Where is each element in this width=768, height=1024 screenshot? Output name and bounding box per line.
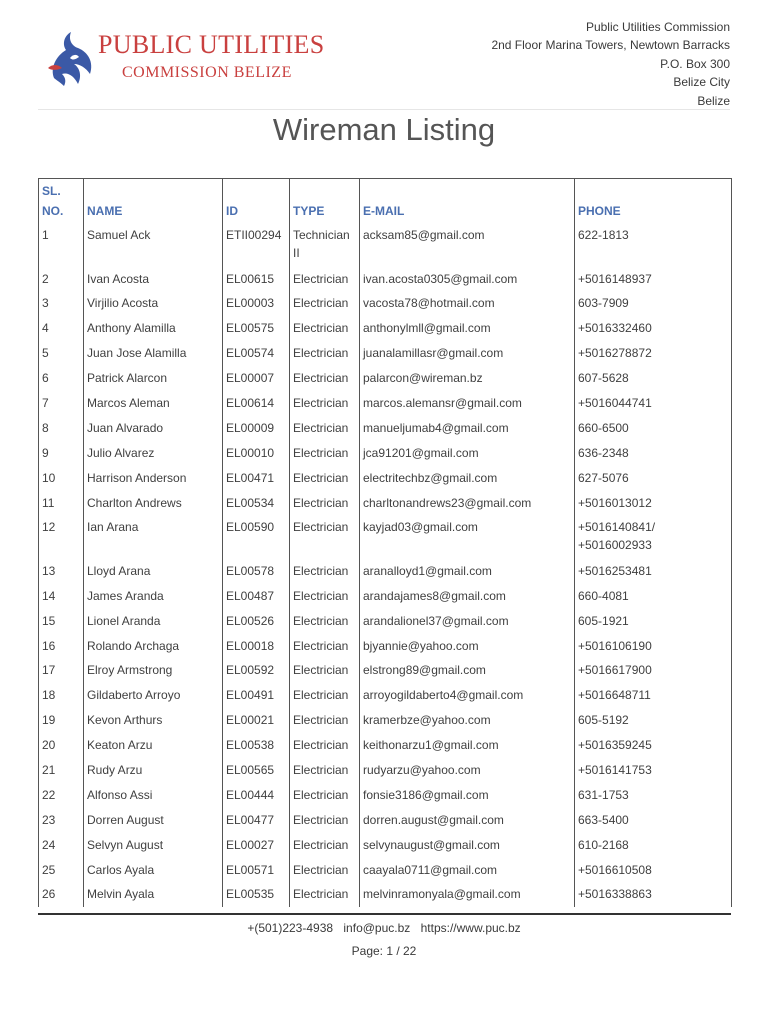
cell-name: Patrick Alarcon (84, 366, 223, 391)
cell-type: Electrician (290, 416, 360, 441)
cell-phone: +5016359245 (575, 733, 732, 758)
cell-sl-no: 6 (39, 366, 84, 391)
cell-email[interactable]: manueljumab4@gmail.com (360, 416, 575, 441)
cell-sl-no: 18 (39, 683, 84, 708)
cell-id: ETII00294 (223, 223, 290, 267)
cell-id: EL00027 (223, 833, 290, 858)
cell-sl-no: 11 (39, 491, 84, 516)
table-row (39, 882, 732, 907)
cell-type: Electrician (290, 882, 360, 907)
cell-name: Elroy Armstrong (84, 658, 223, 683)
cell-phone: +5016013012 (575, 491, 732, 516)
table-row (39, 634, 732, 659)
cell-email[interactable]: arandajames8@gmail.com (360, 584, 575, 609)
cell-type: Electrician (290, 733, 360, 758)
cell-type: Electrician (290, 584, 360, 609)
logo-subtitle: COMMISSION BELIZE (122, 64, 292, 81)
cell-phone: +5016648711 (575, 683, 732, 708)
cell-type: Electrician (290, 391, 360, 416)
cell-phone: +5016106190 (575, 634, 732, 659)
cell-type: Electrician (290, 559, 360, 584)
cell-email[interactable]: elstrong89@gmail.com (360, 658, 575, 683)
cell-phone: 610-2168 (575, 833, 732, 858)
cell-id: EL00487 (223, 584, 290, 609)
cell-type: Electrician (290, 609, 360, 634)
cell-type: Electrician (290, 708, 360, 733)
column-header-id: ID (223, 179, 290, 224)
cell-email[interactable]: selvynaugust@gmail.com (360, 833, 575, 858)
cell-email[interactable]: rudyarzu@yahoo.com (360, 758, 575, 783)
wireman-table-container (38, 178, 731, 907)
cell-name: Dorren August (84, 808, 223, 833)
table-row (39, 491, 732, 516)
table-header-row (39, 179, 732, 224)
cell-type: Electrician (290, 466, 360, 491)
cell-name: Carlos Ayala (84, 858, 223, 883)
cell-type: Electrician (290, 441, 360, 466)
cell-sl-no: 23 (39, 808, 84, 833)
cell-email[interactable]: aranalloyd1@gmail.com (360, 559, 575, 584)
table-row (39, 223, 732, 267)
cell-phone: +5016253481 (575, 559, 732, 584)
table-row (39, 366, 732, 391)
table-row (39, 658, 732, 683)
table-row (39, 833, 732, 858)
cell-phone: +5016140841/ +5016002933 (575, 515, 732, 559)
cell-phone: 622-1813 (575, 223, 732, 267)
cell-email[interactable]: vacosta78@hotmail.com (360, 291, 575, 316)
cell-type: Electrician (290, 291, 360, 316)
address-line: 2nd Floor Marina Towers, Newtown Barracks (491, 38, 730, 53)
cell-sl-no: 10 (39, 466, 84, 491)
cell-name: Rudy Arzu (84, 758, 223, 783)
cell-email[interactable]: melvinramonyala@gmail.com (360, 882, 575, 907)
page-title: Wireman Listing (272, 112, 496, 147)
cell-id: EL00538 (223, 733, 290, 758)
cell-phone: 663-5400 (575, 808, 732, 833)
cell-phone: 603-7909 (575, 291, 732, 316)
cell-id: EL00003 (223, 291, 290, 316)
table-row (39, 515, 732, 559)
cell-email[interactable]: ivan.acosta0305@gmail.com (360, 267, 575, 292)
cell-phone: 660-6500 (575, 416, 732, 441)
cell-name: Samuel Ack (84, 223, 223, 267)
cell-phone: 627-5076 (575, 466, 732, 491)
cell-phone: +5016044741 (575, 391, 732, 416)
footer-email-link[interactable]: info@puc.bz (343, 921, 411, 935)
cell-email[interactable]: keithonarzu1@gmail.com (360, 733, 575, 758)
cell-sl-no: 19 (39, 708, 84, 733)
cell-email[interactable]: caayala0711@gmail.com (360, 858, 575, 883)
table-row (39, 341, 732, 366)
cell-email[interactable]: electritechbz@gmail.com (360, 466, 575, 491)
cell-type: Electrician (290, 783, 360, 808)
cell-id: EL00009 (223, 416, 290, 441)
cell-phone: +5016141753 (575, 758, 732, 783)
cell-name: Kevon Arthurs (84, 708, 223, 733)
cell-id: EL00007 (223, 366, 290, 391)
cell-name: Anthony Alamilla (84, 316, 223, 341)
cell-name: Marcos Aleman (84, 391, 223, 416)
cell-phone: 660-4081 (575, 584, 732, 609)
address-line: Public Utilities Commission (585, 20, 730, 34)
cell-email[interactable]: jca91201@gmail.com (360, 441, 575, 466)
organization-address (491, 18, 730, 110)
cell-phone: +5016148937 (575, 267, 732, 292)
cell-name: Juan Alvarado (84, 416, 223, 441)
cell-id: EL00021 (223, 708, 290, 733)
cell-name: Harrison Anderson (84, 466, 223, 491)
cell-type: Electrician (290, 758, 360, 783)
cell-phone: 605-5192 (575, 708, 732, 733)
table-row (39, 416, 732, 441)
cell-sl-no: 7 (39, 391, 84, 416)
cell-email[interactable]: bjyannie@yahoo.com (360, 634, 575, 659)
wireman-table (38, 178, 732, 907)
cell-id: EL00444 (223, 783, 290, 808)
cell-phone: +5016278872 (575, 341, 732, 366)
address-line: Belize (697, 93, 730, 108)
cell-type: Electrician (290, 366, 360, 391)
cell-email[interactable]: kramerbze@yahoo.com (360, 708, 575, 733)
column-header-email: E-MAIL (360, 179, 575, 224)
cell-id: EL00471 (223, 466, 290, 491)
cell-type: Electrician (290, 515, 360, 559)
table-row (39, 559, 732, 584)
cell-email[interactable]: charltonandrews23@gmail.com (360, 491, 575, 516)
cell-type: Electrician (290, 267, 360, 292)
cell-sl-no: 8 (39, 416, 84, 441)
cell-sl-no: 21 (39, 758, 84, 783)
cell-type: Electrician (290, 658, 360, 683)
table-row (39, 808, 732, 833)
page-number: Page: 1 / 22 (351, 944, 417, 958)
cell-phone: +5016617900 (575, 658, 732, 683)
cell-type: Electrician (290, 316, 360, 341)
cell-sl-no: 25 (39, 858, 84, 883)
cell-id: EL00575 (223, 316, 290, 341)
cell-id: EL00010 (223, 441, 290, 466)
cell-type: Electrician (290, 683, 360, 708)
cell-name: Rolando Archaga (84, 634, 223, 659)
cell-sl-no: 26 (39, 882, 84, 907)
cell-email[interactable]: anthonylmll@gmail.com (360, 316, 575, 341)
footer-divider (38, 913, 731, 915)
cell-sl-no: 1 (39, 223, 84, 267)
table-row (39, 291, 732, 316)
column-header-sl: SL. NO. (39, 179, 84, 224)
cell-email[interactable]: dorren.august@gmail.com (360, 808, 575, 833)
cell-id: EL00614 (223, 391, 290, 416)
cell-name: Keaton Arzu (84, 733, 223, 758)
cell-email[interactable]: marcos.alemansr@gmail.com (360, 391, 575, 416)
cell-name: Charlton Andrews (84, 491, 223, 516)
cell-sl-no: 22 (39, 783, 84, 808)
table-row (39, 584, 732, 609)
cell-name: Lionel Aranda (84, 609, 223, 634)
cell-name: James Aranda (84, 584, 223, 609)
table-body (39, 223, 732, 907)
cell-sl-no: 15 (39, 609, 84, 634)
cell-id: EL00535 (223, 882, 290, 907)
cell-name: Ivan Acosta (84, 267, 223, 292)
cell-email[interactable]: arandalionel37@gmail.com (360, 609, 575, 634)
table-row (39, 441, 732, 466)
cell-sl-no: 13 (39, 559, 84, 584)
cell-phone: 607-5628 (575, 366, 732, 391)
cell-type: Electrician (290, 858, 360, 883)
cell-id: EL00534 (223, 491, 290, 516)
cell-email[interactable]: juanalamillasr@gmail.com (360, 341, 575, 366)
column-header-name: NAME (84, 179, 223, 224)
puc-logo (44, 26, 354, 90)
cell-sl-no: 2 (39, 267, 84, 292)
puc-emblem-icon (44, 28, 98, 86)
table-row (39, 858, 732, 883)
cell-phone: 605-1921 (575, 609, 732, 634)
cell-email[interactable]: fonsie3186@gmail.com (360, 783, 575, 808)
cell-id: EL00491 (223, 683, 290, 708)
footer-contact (0, 921, 768, 935)
cell-sl-no: 12 (39, 515, 84, 559)
cell-type: Technician II (290, 223, 360, 267)
cell-id: EL00477 (223, 808, 290, 833)
cell-name: Julio Alvarez (84, 441, 223, 466)
table-row (39, 758, 732, 783)
cell-id: EL00574 (223, 341, 290, 366)
cell-name: Selvyn August (84, 833, 223, 858)
cell-sl-no: 3 (39, 291, 84, 316)
cell-id: EL00590 (223, 515, 290, 559)
cell-phone: 631-1753 (575, 783, 732, 808)
cell-sl-no: 14 (39, 584, 84, 609)
cell-id: EL00578 (223, 559, 290, 584)
cell-name: Virjilio Acosta (84, 291, 223, 316)
cell-email[interactable]: acksam85@gmail.com (360, 223, 575, 267)
cell-name: Ian Arana (84, 515, 223, 559)
cell-name: Alfonso Assi (84, 783, 223, 808)
cell-sl-no: 17 (39, 658, 84, 683)
table-row (39, 391, 732, 416)
cell-name: Melvin Ayala (84, 882, 223, 907)
cell-type: Electrician (290, 491, 360, 516)
cell-email[interactable]: kayjad03@gmail.com (360, 515, 575, 559)
cell-type: Electrician (290, 833, 360, 858)
cell-phone: +5016332460 (575, 316, 732, 341)
footer-phone: +(501)223-4938 (247, 921, 334, 935)
table-row (39, 466, 732, 491)
cell-sl-no: 9 (39, 441, 84, 466)
cell-phone: +5016610508 (575, 858, 732, 883)
cell-id: EL00571 (223, 858, 290, 883)
cell-name: Juan Jose Alamilla (84, 341, 223, 366)
table-row (39, 733, 732, 758)
cell-name: Gildaberto Arroyo (84, 683, 223, 708)
cell-id: EL00592 (223, 658, 290, 683)
cell-type: Electrician (290, 634, 360, 659)
cell-sl-no: 5 (39, 341, 84, 366)
cell-sl-no: 20 (39, 733, 84, 758)
table-row (39, 609, 732, 634)
table-row (39, 316, 732, 341)
address-line: Belize City (673, 75, 730, 90)
cell-name: Lloyd Arana (84, 559, 223, 584)
cell-phone: 636-2348 (575, 441, 732, 466)
cell-phone: +5016338863 (575, 882, 732, 907)
table-row (39, 683, 732, 708)
cell-type: Electrician (290, 341, 360, 366)
table-row (39, 267, 732, 292)
column-header-phone: PHONE (575, 179, 732, 224)
table-row (39, 708, 732, 733)
cell-sl-no: 24 (39, 833, 84, 858)
table-row (39, 783, 732, 808)
cell-id: EL00018 (223, 634, 290, 659)
cell-type: Electrician (290, 808, 360, 833)
cell-sl-no: 16 (39, 634, 84, 659)
address-line: P.O. Box 300 (660, 56, 730, 71)
cell-id: EL00615 (223, 267, 290, 292)
cell-sl-no: 4 (39, 316, 84, 341)
header-divider (38, 109, 730, 110)
cell-id: EL00565 (223, 758, 290, 783)
cell-email[interactable]: arroyogildaberto4@gmail.com (360, 683, 575, 708)
cell-id: EL00526 (223, 609, 290, 634)
footer-website-link[interactable]: https://www.puc.bz (420, 921, 521, 935)
cell-email[interactable]: palarcon@wireman.bz (360, 366, 575, 391)
column-header-type: TYPE (290, 179, 360, 224)
logo-title: PUBLIC UTILITIES (98, 30, 325, 59)
